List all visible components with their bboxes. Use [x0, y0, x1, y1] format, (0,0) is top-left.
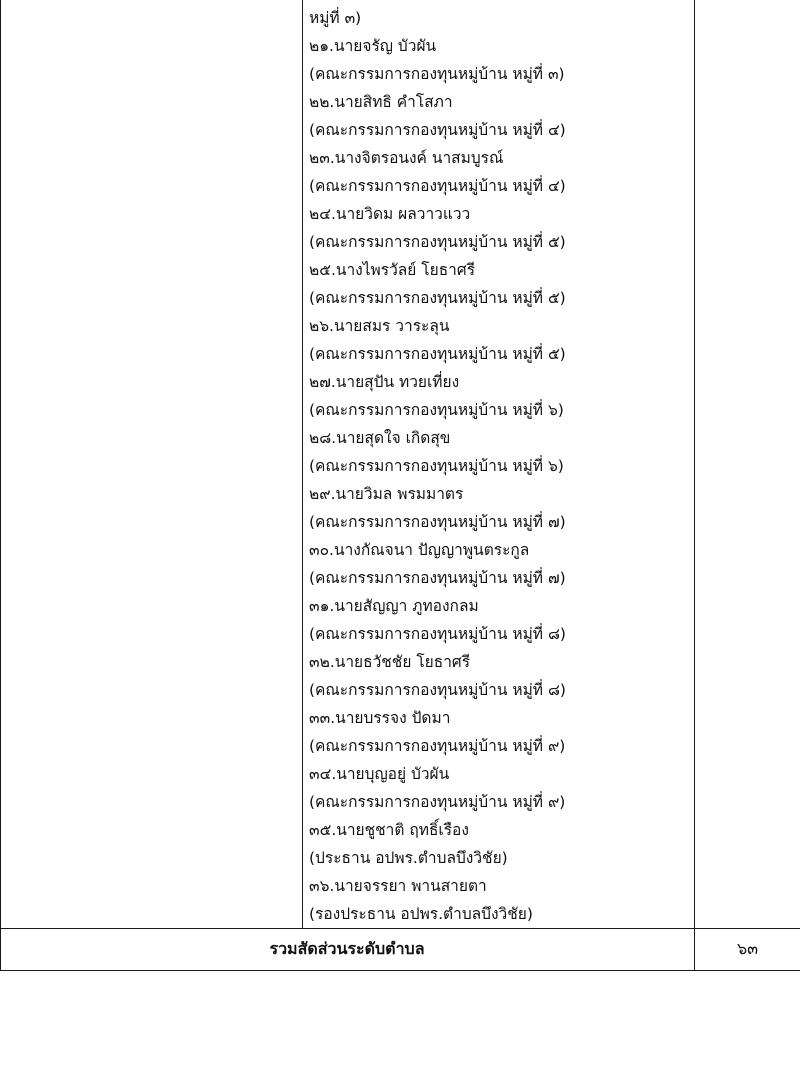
list-line: (คณะกรรมการกองทุนหมู่บ้าน หมู่ที่ ๗)	[309, 569, 566, 587]
list-line: ๒๙.นายวิมล พรมมาตร	[309, 485, 464, 503]
table-column-divider-1	[302, 0, 303, 928]
list-line: (ประธาน อปพร.ตำบลบึงวิชัย)	[309, 849, 508, 867]
list-line: (คณะกรรมการกองทุนหมู่บ้าน หมู่ที่ ๙)	[309, 737, 566, 755]
list-line: ๓๔.นายบุญอยู่ บัวผัน	[309, 765, 450, 783]
list-line: ๒๔.นายวิดม ผลวาวแวว	[309, 205, 471, 223]
list-line: ๓๓.นายบรรจง ปัดมา	[309, 709, 451, 727]
summary-row-bottom-border	[0, 970, 800, 971]
list-line: ๒๕.นางไพรวัลย์ โยธาศรี	[309, 261, 476, 279]
table-column-divider-2	[694, 0, 695, 971]
list-line: (คณะกรรมการกองทุนหมู่บ้าน หมู่ที่ ๖)	[309, 401, 564, 419]
list-line: ๓๑.นายสัญญา ภูทองกลม	[309, 597, 479, 615]
list-line: ๒๒.นายสิทธิ คำโสภา	[309, 93, 453, 111]
list-line: (คณะกรรมการกองทุนหมู่บ้าน หมู่ที่ ๙)	[309, 793, 566, 811]
list-line: (คณะกรรมการกองทุนหมู่บ้าน หมู่ที่ ๖)	[309, 457, 564, 475]
list-line: ๒๘.นายสุดใจ เกิดสุข	[309, 429, 451, 447]
list-line: ๒๑.นายจรัญ บัวผัน	[309, 37, 437, 55]
list-line: (คณะกรรมการกองทุนหมู่บ้าน หมู่ที่ ๕)	[309, 289, 566, 307]
list-line: ๒๖.นายสมร วาระลุน	[309, 317, 450, 335]
list-line: (คณะกรรมการกองทุนหมู่บ้าน หมู่ที่ ๕)	[309, 345, 566, 363]
list-line: ๓๕.นายชูชาติ ฤทธิ์เรือง	[309, 821, 469, 839]
list-line: ๓๖.นายจรรยา พานสายตา	[309, 877, 487, 895]
list-line: (คณะกรรมการกองทุนหมู่บ้าน หมู่ที่ ๘)	[309, 681, 566, 699]
list-line: (คณะกรรมการกองทุนหมู่บ้าน หมู่ที่ ๗)	[309, 513, 566, 531]
list-line: ๓๒.นายธวัชชัย โยธาศรี	[309, 653, 471, 671]
summary-value: ๖๓	[736, 939, 759, 958]
list-line: (คณะกรรมการกองทุนหมู่บ้าน หมู่ที่ ๓)	[309, 65, 565, 83]
list-line: (คณะกรรมการกองทุนหมู่บ้าน หมู่ที่ ๕)	[309, 233, 566, 251]
summary-label: รวมสัดส่วนระดับตำบล	[269, 939, 425, 958]
list-line: (คณะกรรมการกองทุนหมู่บ้าน หมู่ที่ ๔)	[309, 177, 566, 195]
list-line: หมู่ที่ ๓)	[309, 9, 362, 27]
list-line: (คณะกรรมการกองทุนหมู่บ้าน หมู่ที่ ๔)	[309, 121, 566, 139]
list-line: (คณะกรรมการกองทุนหมู่บ้าน หมู่ที่ ๘)	[309, 625, 566, 643]
committee-member-list	[309, 4, 689, 928]
list-line: (รองประธาน อปพร.ตำบลบึงวิชัย)	[309, 905, 533, 923]
list-line: ๒๗.นายสุปัน ทวยเที่ยง	[309, 373, 460, 391]
list-line: ๓๐.นางกัณจนา ปัญญาพูนตระกูล	[309, 541, 530, 559]
list-line: ๒๓.นางจิตรอนงค์ นาสมบูรณ์	[309, 149, 504, 167]
table-left-border	[0, 0, 1, 971]
